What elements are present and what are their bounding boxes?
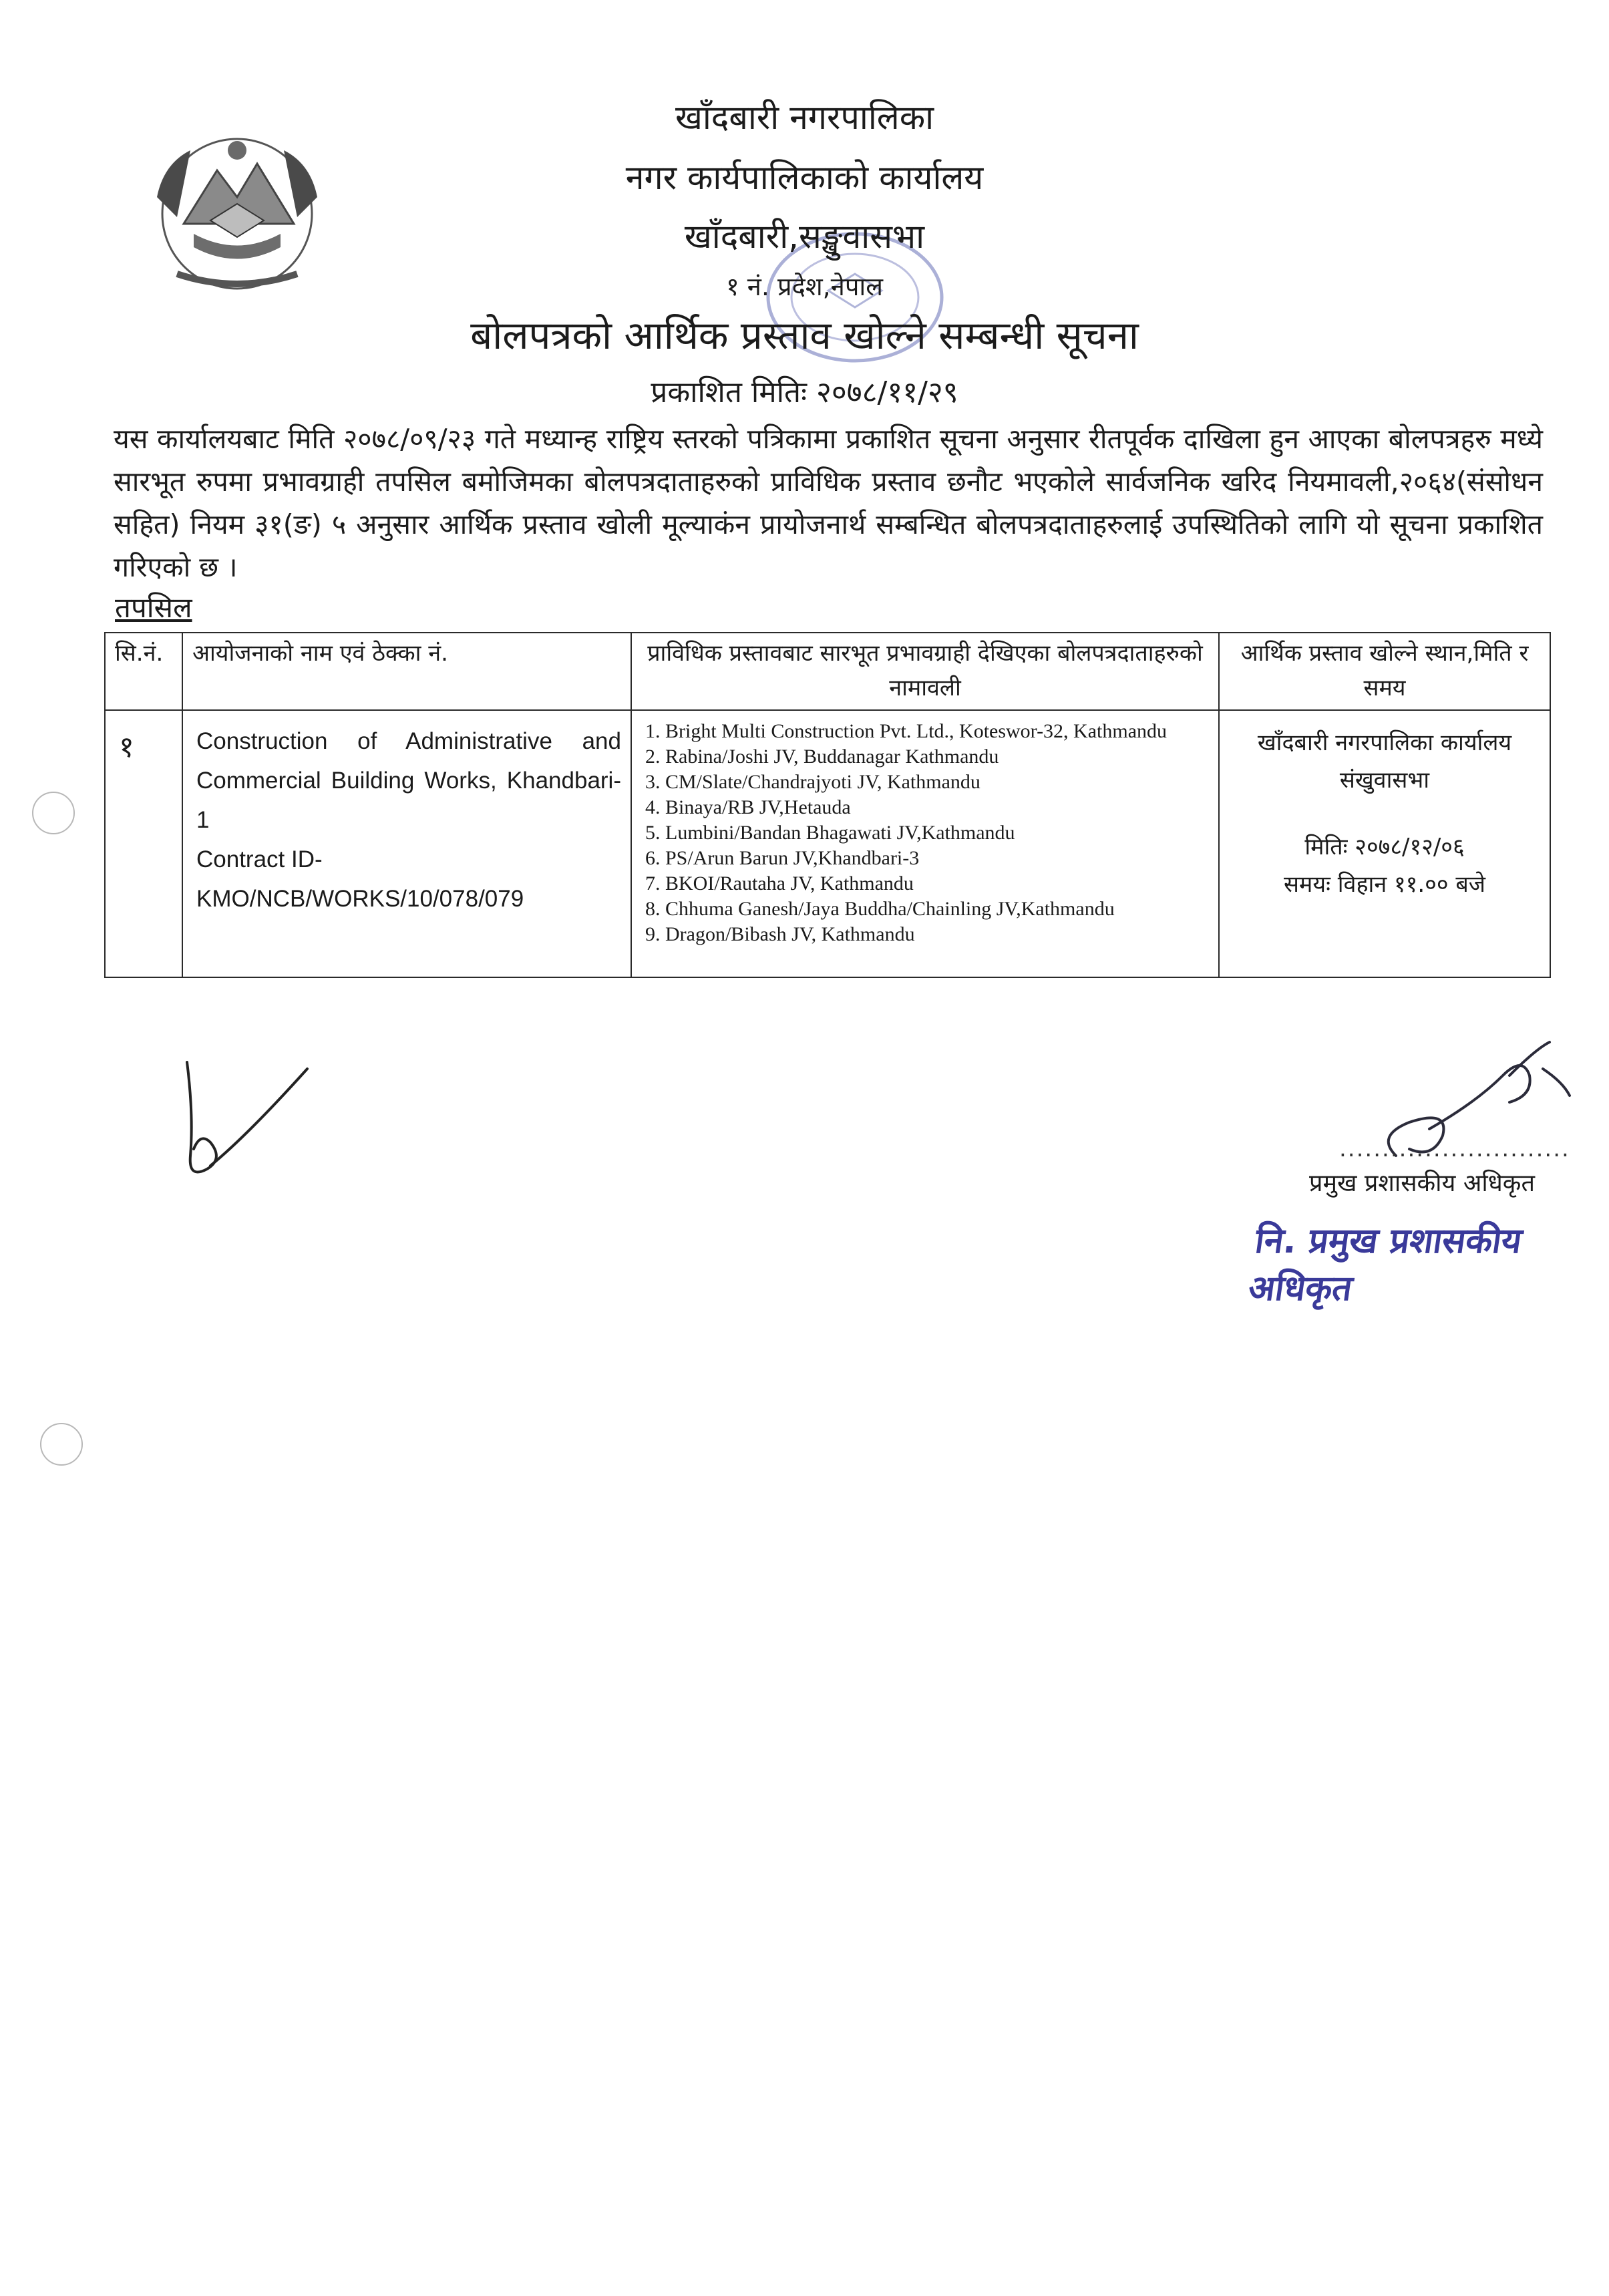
office-name: नगर कार्यपालिकाको कार्यालय <box>625 158 984 197</box>
header-bidders: प्राविधिक प्रस्तावबाट सारभूत प्रभावग्राही देखिएका बोलपत्रदाताहरुको नामावली <box>631 633 1219 710</box>
cell-bidders <box>631 710 1219 977</box>
project-name: Construction of Administrative and Commercial Building Works, Khandbari-1 <box>196 728 621 833</box>
table-row <box>105 710 1550 977</box>
bidder-item: 9. Dragon/Bibash JV, Kathmandu <box>645 923 915 945</box>
bidder-item: 6. PS/Arun Barun JV,Khandbari-3 <box>645 847 920 869</box>
venue-place: खाँदबारी नगरपालिका कार्यालय संखुवासभा <box>1257 729 1512 794</box>
bidder-item: 5. Lumbini/Bandan Bhagawati JV,Kathmandu <box>645 822 1015 844</box>
bidder-item: 7. BKOI/Rautaha JV, Kathmandu <box>645 872 914 894</box>
punch-hole-mark <box>32 792 75 834</box>
cell-sn: १ <box>105 710 182 977</box>
province-line: १ नं. प्रदेश,नेपाल <box>725 272 884 301</box>
cell-project <box>182 710 631 977</box>
venue-date: मितिः २०७८/१२/०६ <box>1304 834 1465 860</box>
signatory-title: प्रमुख प्रशासकीय अधिकृत <box>1309 1170 1535 1197</box>
contract-label: Contract ID- <box>196 846 323 872</box>
notice-title: बोलपत्रको आर्थिक प्रस्ताव खोल्ने सम्बन्धी सूचना <box>470 313 1139 358</box>
bidder-item: 3. CM/Slate/Chandrajyoti JV, Kathmandu <box>645 771 980 793</box>
bidder-item: 2. Rabina/Joshi JV, Buddanagar Kathmandu <box>645 746 999 768</box>
header-venue: आर्थिक प्रस्ताव खोल्ने स्थान,मिति र समय <box>1219 633 1550 710</box>
published-date: प्रकाशित मितिः २०७८/११/२९ <box>651 375 958 409</box>
header-sn: सि.नं. <box>105 633 182 710</box>
bidder-item: 4. Binaya/RB JV,Hetauda <box>645 796 851 818</box>
notice-body-paragraph: यस कार्यालयबाट मिति २०७८/०९/२३ गते मध्यान्ह राष्ट्रिय स्तरको पत्रिकामा प्रकाशित सूचना अनुसार रीतपूर्वक दाखिला हुन आएका बोलपत्रहरु मध्ये सारभूत रुपमा प्रभावग्राही तपसिल बमोजिमका बोलपत्रदाताहरुको प्राविधिक प्रस्ताव छनौट भएकोले सार्वजनिक खरिद नियमावली,२०६४(संसोधन सहित) नियम ३१(ङ) ५ अनुसार आर्थिक प्रस्ताव खोली मूल्याकंन प्रायोजनार्थ सम्बन्धित बोलपत्रदाताहरुलाई उपस्थितिको लागि यो सूचना प्रकाशित गरिएको छ । <box>114 423 1543 583</box>
venue-time: समयः विहान ११.०० बजे <box>1284 871 1485 898</box>
bidder-item: 8. Chhuma Ganesh/Jaya Buddha/Chainling JV,Kathmandu <box>645 898 1115 920</box>
office-location: खाँदबारी,सङ्खुवासभा <box>684 217 925 256</box>
contract-id: KMO/NCB/WORKS/10/078/079 <box>196 886 524 912</box>
punch-hole-mark <box>40 1423 83 1466</box>
bidders-table <box>104 632 1551 978</box>
signatory-stamp: नि. प्रमुख प्रशासकीय अधिकृत <box>1246 1221 1525 1309</box>
cell-venue <box>1219 710 1550 977</box>
section-label: तपसिल <box>115 591 192 624</box>
bidder-item: 1. Bright Multi Construction Pvt. Ltd., Koteswor-32, Kathmandu <box>645 720 1168 742</box>
table-header-row <box>105 633 1550 710</box>
header-project: आयोजनाको नाम एवं ठेक्का नं. <box>182 633 631 710</box>
signature-left-icon <box>174 1055 321 1189</box>
signature-line: ........................... <box>1339 1136 1570 1162</box>
organization-name: खाँदबारी नगरपालिका <box>675 98 934 137</box>
